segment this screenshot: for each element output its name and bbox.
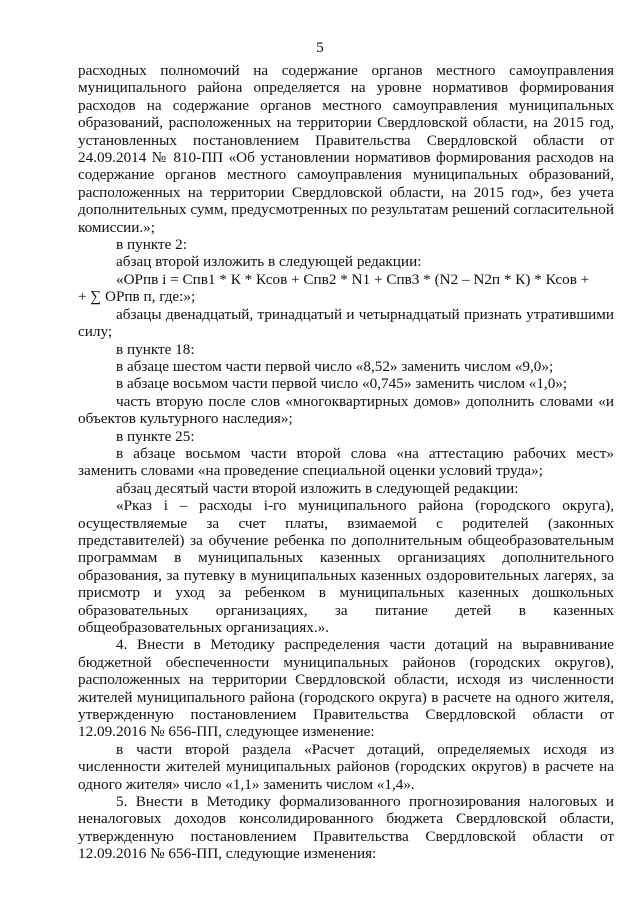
paragraph: абзац второй изложить в следующей редакции: [116,253,422,271]
paragraph: расходных полномочий на содержание органов местного самоуправления муниципального района определяется на уровне нормативов формирования расходов на содержание органов местного самоуправления муниципальных образований, расположенных на территории Свердловской области, на 2015 год, установленных постановлением Правительства Свердловской области от 24.09.2014 № 810-ПП «Об установлении нормативов формирования расходов на содержание органов местного самоуправления муниципальных образований, расположенных на территории Свердловской области, на 2015 год», без учета дополнительных сумм, предусмотренных по результатам решений согласительной комиссии.»; [78,62,614,236]
paragraph: в абзаце шестом части первой число «8,52» заменить числом «9,0»; [116,357,554,375]
paragraph: часть вторую после слов «многоквартирных домов» дополнить словами «и объектов культурного наследия»; [78,392,614,428]
paragraph: 5. Внести в Методику формализованного прогнозирования налоговых и неналоговых доходов консолидированного бюджета Свердловской области, утвержденную постановлением Правительства Свердловской области от 12.09.2016 № 656-ПП, следующие изменения: [78,793,614,863]
page-number: 5 [316,40,324,56]
paragraph: в абзаце восьмом части первой число «0,745» заменить числом «1,0»; [116,375,568,393]
paragraph: 4. Внести в Методику распределения части дотаций на выравнивание бюджетной обеспеченности муниципальных районов (городских округов), расположенных на территории Свердловской области, исходя из численности жителей муниципального района (городского округа) в расчете на одного жителя, утвержденную постановлением Правительства Свердловской области от 12.09.2016 № 656-ПП, следующее изменение: [78,636,614,741]
paragraph: в пункте 2: [116,236,187,254]
paragraph: в пункте 25: [116,427,195,445]
formula-line: + ∑ ОРпв п, где:»; [78,288,196,306]
paragraph: абзацы двенадцатый, тринадцатый и четырнадцатый признать утратившими силу; [78,305,614,341]
paragraph: абзац десятый части второй изложить в следующей редакции: [116,479,519,497]
paragraph: в пункте 18: [116,340,195,358]
formula-line: «ОРпв i = Спв1 * К * Ксов + Спв2 * N1 + Спв3 * (N2 – N2п * К) * Ксов + [116,270,590,288]
paragraph: в абзаце восьмом части второй слова «на аттестацию рабочих мест» заменить словами «на проведение специальной оценки условий труда»; [78,444,614,480]
document-body [78,62,614,863]
paragraph: «Рказ i – расходы i-го муниципального района (городского округа), осуществляемые за счет платы, взимаемой с родителей (законных представителей) за обучение ребенка по дополнительным общеобразовательным программам в муниципальных казенных организациях дополнительного образования, за путевку в муниципальных казенных оздоровительных лагерях, за присмотр и уход за ребенком в муниципальных казенных дошкольных образовательных организациях, за питание детей в казенных общеобразовательных организациях.». [78,497,614,636]
paragraph: в части второй раздела «Расчет дотаций, определяемых исходя из численности жителей муниципальных районов (городских округов) в расчете на одного жителя» число «1,1» заменить числом «1,4». [78,740,614,793]
